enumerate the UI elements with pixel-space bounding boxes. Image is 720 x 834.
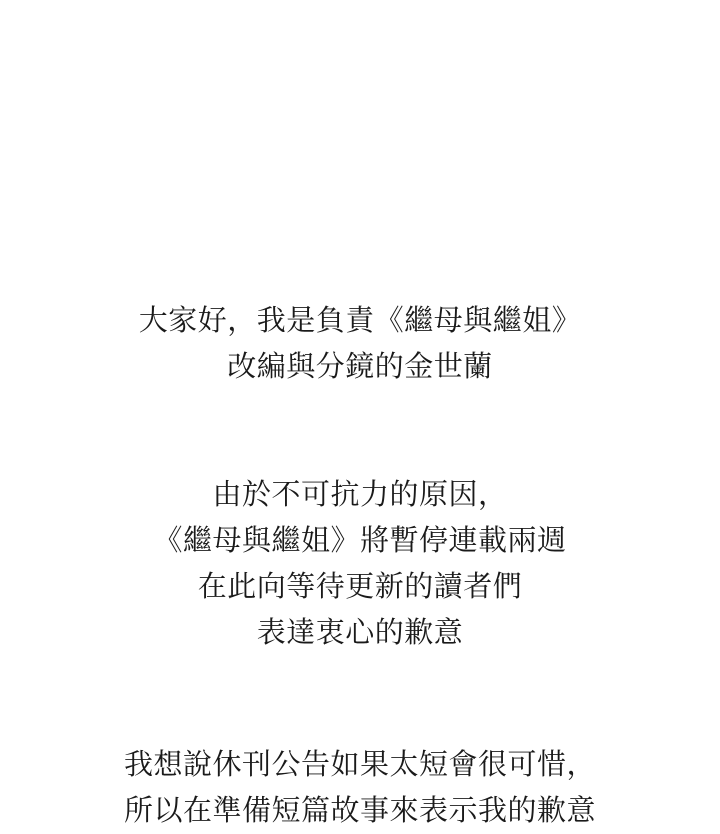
intro-line-2: 改編與分鏡的金世蘭 [227, 351, 493, 383]
apology-line-2: 所以在準備短篇故事來表示我的歉意 [123, 795, 596, 827]
apology-paragraph [0, 742, 720, 834]
hiatus-line-2: 《繼母與繼姐》將暫停連載兩週 [153, 525, 567, 557]
intro-line-1: 大家好，我是負責《繼母與繼姐》 [138, 305, 582, 337]
hiatus-paragraph [0, 472, 720, 656]
hiatus-line-3: 在此向等待更新的讀者們 [197, 571, 523, 603]
hiatus-line-4: 表達衷心的歉意 [256, 617, 464, 649]
apology-line-1: 我想說休刊公告如果太短會很可惜， [123, 749, 596, 781]
hiatus-line-1: 由於不可抗力的原因， [212, 479, 508, 511]
intro-paragraph [0, 298, 720, 390]
